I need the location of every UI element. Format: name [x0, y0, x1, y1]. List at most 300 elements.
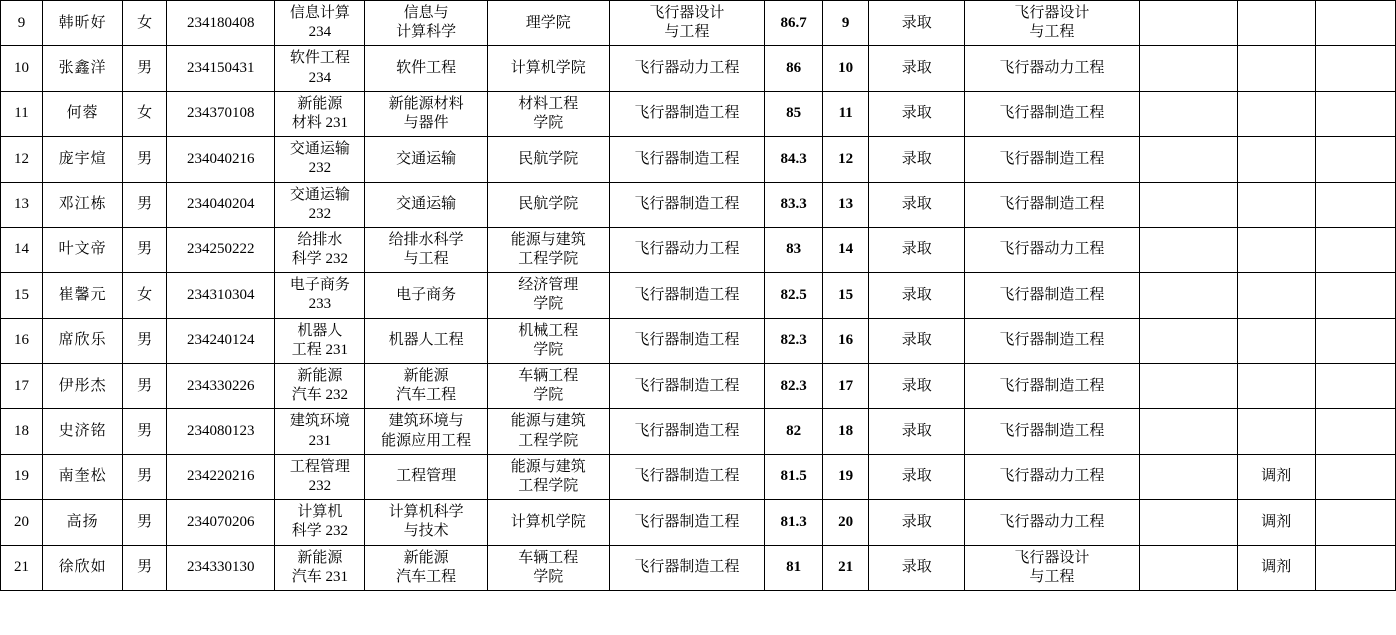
- cell-class-line1: 信息计算: [289, 5, 350, 21]
- cell-college: [487, 46, 609, 91]
- cell-admit-line1: 飞行器制造工程: [999, 105, 1105, 122]
- cell-result: 录取: [869, 500, 965, 545]
- cell-college-line2: 学院: [533, 568, 564, 585]
- cell-apply-major: [609, 137, 764, 182]
- cell-score: 81: [765, 545, 823, 590]
- cell-college: [487, 137, 609, 182]
- cell-college-line1: 计算机学院: [510, 513, 586, 530]
- cell-note: 调剂: [1237, 545, 1315, 590]
- cell-margin: [1315, 91, 1395, 136]
- cell-gender: 女: [123, 273, 167, 318]
- cell-admitted-major: [965, 409, 1139, 454]
- cell-score: 85: [765, 91, 823, 136]
- cell-admit-line1: 飞行器动力工程: [999, 468, 1105, 485]
- cell-gender: 男: [123, 318, 167, 363]
- cell-major-line2: 汽车工程: [396, 568, 457, 585]
- cell-student-id: 234150431: [167, 46, 275, 91]
- cell-college-line2: 学院: [533, 387, 564, 404]
- cell-college-line1: 机械工程: [518, 322, 579, 339]
- cell-result: 录取: [869, 409, 965, 454]
- cell-gender: 男: [123, 137, 167, 182]
- cell-score: 83.3: [765, 182, 823, 227]
- cell-score: 81.3: [765, 500, 823, 545]
- cell-rank: 12: [823, 137, 869, 182]
- cell-rank: 20: [823, 500, 869, 545]
- cell-admitted-major: [965, 273, 1139, 318]
- cell-college-line1: 民航学院: [518, 196, 579, 213]
- cell-note: [1237, 273, 1315, 318]
- cell-student-id: 234330130: [167, 545, 275, 590]
- cell-name: 叶文帝: [43, 227, 123, 272]
- cell-margin: [1315, 545, 1395, 590]
- cell-college-line1: 能源与建筑: [510, 458, 586, 475]
- cell-note: [1237, 137, 1315, 182]
- cell-admitted-major: [965, 500, 1139, 545]
- cell-college-line1: 能源与建筑: [510, 231, 586, 248]
- cell-rank: 15: [823, 273, 869, 318]
- cell-name: 张鑫洋: [43, 46, 123, 91]
- cell-index: 20: [1, 500, 43, 545]
- cell-college-line1: 材料工程: [518, 95, 579, 112]
- cell-student-id: 234080123: [167, 409, 275, 454]
- cell-apply-line1: 飞行器制造工程: [634, 332, 740, 349]
- cell-major: [365, 227, 487, 272]
- cell-blank1: [1139, 454, 1237, 499]
- cell-class-line2: 工程 231: [291, 341, 349, 358]
- table-body: [1, 1, 1396, 591]
- cell-apply-line2: 与工程: [664, 24, 710, 41]
- cell-name: 席欣乐: [43, 318, 123, 363]
- cell-college: [487, 318, 609, 363]
- cell-class: [275, 273, 365, 318]
- cell-name: 史济铭: [43, 409, 123, 454]
- cell-score: 81.5: [765, 454, 823, 499]
- cell-name: 韩昕好: [43, 1, 123, 46]
- cell-apply-major: [609, 273, 764, 318]
- cell-name: 崔馨元: [43, 273, 123, 318]
- cell-college-line1: 民航学院: [518, 150, 579, 167]
- cell-class: [275, 137, 365, 182]
- cell-apply-line1: 飞行器制造工程: [634, 150, 740, 167]
- cell-class-line1: 给排水: [297, 231, 343, 248]
- cell-class-line2: 232: [308, 205, 332, 222]
- cell-gender: 男: [123, 454, 167, 499]
- cell-major-line1: 新能源: [403, 549, 449, 566]
- cell-class: [275, 46, 365, 91]
- cell-apply-major: [609, 454, 764, 499]
- cell-index: 12: [1, 137, 43, 182]
- cell-class: [275, 227, 365, 272]
- cell-student-id: 234040204: [167, 182, 275, 227]
- cell-college-line1: 理学院: [525, 14, 571, 31]
- cell-major-line1: 工程管理: [396, 468, 457, 485]
- cell-margin: [1315, 500, 1395, 545]
- cell-major-line1: 交通运输: [396, 150, 457, 167]
- cell-index: 18: [1, 409, 43, 454]
- cell-college-line2: 学院: [533, 114, 564, 131]
- cell-blank1: [1139, 137, 1237, 182]
- cell-name: 何蓉: [43, 91, 123, 136]
- cell-apply-major: [609, 1, 764, 46]
- cell-admit-line1: 飞行器制造工程: [999, 377, 1105, 394]
- cell-gender: 女: [123, 1, 167, 46]
- cell-index: 14: [1, 227, 43, 272]
- cell-apply-major: [609, 545, 764, 590]
- cell-class-line1: 电子商务: [289, 277, 350, 294]
- cell-college: [487, 364, 609, 409]
- cell-gender: 男: [123, 182, 167, 227]
- cell-major-line2: 汽车工程: [396, 387, 457, 404]
- cell-gender: 男: [123, 364, 167, 409]
- cell-apply-line1: 飞行器制造工程: [634, 468, 740, 485]
- cell-major: [365, 409, 487, 454]
- cell-result: 录取: [869, 1, 965, 46]
- cell-result: 录取: [869, 273, 965, 318]
- cell-class-line1: 建筑环境: [289, 413, 350, 430]
- cell-index: 10: [1, 46, 43, 91]
- table-row: [1, 409, 1396, 454]
- cell-apply-line1: 飞行器制造工程: [634, 196, 740, 213]
- cell-admit-line1: 飞行器动力工程: [999, 59, 1105, 76]
- cell-score: 82.3: [765, 318, 823, 363]
- cell-index: 17: [1, 364, 43, 409]
- cell-major-line1: 交通运输: [396, 196, 457, 213]
- cell-major: [365, 500, 487, 545]
- cell-index: 16: [1, 318, 43, 363]
- cell-index: 21: [1, 545, 43, 590]
- cell-gender: 男: [123, 500, 167, 545]
- cell-admit-line1: 飞行器动力工程: [999, 513, 1105, 530]
- cell-class: [275, 318, 365, 363]
- cell-class: [275, 91, 365, 136]
- cell-note: [1237, 1, 1315, 46]
- cell-college-line1: 车辆工程: [518, 549, 579, 566]
- cell-class-line1: 新能源: [297, 95, 343, 112]
- cell-margin: [1315, 182, 1395, 227]
- cell-admit-line1: 飞行器制造工程: [999, 196, 1105, 213]
- cell-name: 庞宇煊: [43, 137, 123, 182]
- cell-class: [275, 409, 365, 454]
- cell-apply-line1: 飞行器动力工程: [634, 59, 740, 76]
- cell-name: 南奎松: [43, 454, 123, 499]
- cell-apply-line1: 飞行器制造工程: [634, 286, 740, 303]
- table-row: [1, 454, 1396, 499]
- cell-note: [1237, 409, 1315, 454]
- cell-admitted-major: [965, 545, 1139, 590]
- cell-result: 录取: [869, 318, 965, 363]
- cell-class-line2: 汽车 232: [291, 387, 349, 404]
- cell-gender: 男: [123, 46, 167, 91]
- cell-blank1: [1139, 46, 1237, 91]
- cell-major-line2: 与器件: [403, 114, 449, 131]
- cell-major-line1: 计算机科学: [388, 504, 464, 521]
- cell-rank: 18: [823, 409, 869, 454]
- cell-student-id: 234370108: [167, 91, 275, 136]
- cell-class-line2: 232: [308, 477, 332, 494]
- cell-note: [1237, 318, 1315, 363]
- cell-margin: [1315, 454, 1395, 499]
- cell-note: [1237, 364, 1315, 409]
- cell-class-line2: 材料 231: [291, 114, 349, 131]
- cell-major-line1: 给排水科学: [388, 231, 464, 248]
- cell-major: [365, 91, 487, 136]
- cell-major: [365, 318, 487, 363]
- cell-admit-line1: 飞行器设计: [1014, 549, 1090, 566]
- cell-result: 录取: [869, 91, 965, 136]
- cell-gender: 女: [123, 91, 167, 136]
- cell-name: 邓江栋: [43, 182, 123, 227]
- cell-major-line1: 信息与: [403, 5, 449, 21]
- cell-result: 录取: [869, 227, 965, 272]
- table-row: [1, 46, 1396, 91]
- cell-class-line1: 交通运输: [289, 141, 350, 158]
- cell-rank: 13: [823, 182, 869, 227]
- cell-class-line1: 计算机: [297, 504, 343, 521]
- table-row: [1, 364, 1396, 409]
- cell-result: 录取: [869, 545, 965, 590]
- cell-major: [365, 364, 487, 409]
- cell-college-line1: 能源与建筑: [510, 413, 586, 430]
- cell-gender: 男: [123, 409, 167, 454]
- cell-apply-line1: 飞行器动力工程: [634, 241, 740, 258]
- cell-result: 录取: [869, 182, 965, 227]
- cell-apply-major: [609, 91, 764, 136]
- cell-index: 9: [1, 1, 43, 46]
- cell-blank1: [1139, 364, 1237, 409]
- cell-college: [487, 500, 609, 545]
- cell-admitted-major: [965, 454, 1139, 499]
- cell-admitted-major: [965, 1, 1139, 46]
- cell-blank1: [1139, 273, 1237, 318]
- cell-class: [275, 364, 365, 409]
- table-row: [1, 1, 1396, 46]
- cell-blank1: [1139, 500, 1237, 545]
- cell-class: [275, 454, 365, 499]
- cell-blank1: [1139, 409, 1237, 454]
- cell-major: [365, 454, 487, 499]
- cell-college: [487, 91, 609, 136]
- cell-class-line1: 新能源: [297, 549, 343, 566]
- table-row: [1, 545, 1396, 590]
- cell-class-line1: 交通运输: [289, 186, 350, 203]
- cell-apply-major: [609, 227, 764, 272]
- cell-college-line2: 工程学院: [518, 251, 579, 268]
- cell-note: [1237, 227, 1315, 272]
- cell-rank: 17: [823, 364, 869, 409]
- cell-rank: 10: [823, 46, 869, 91]
- cell-apply-line1: 飞行器制造工程: [634, 422, 740, 439]
- cell-score: 82: [765, 409, 823, 454]
- cell-major-line1: 机器人工程: [388, 332, 464, 349]
- cell-major-line1: 电子商务: [396, 286, 457, 303]
- cell-class: [275, 1, 365, 46]
- cell-college-line2: 工程学院: [518, 477, 579, 494]
- table-row: [1, 500, 1396, 545]
- cell-college: [487, 1, 609, 46]
- cell-note: 调剂: [1237, 454, 1315, 499]
- cell-blank1: [1139, 318, 1237, 363]
- cell-class-line2: 234: [308, 24, 332, 41]
- cell-apply-line1: 飞行器制造工程: [634, 377, 740, 394]
- cell-index: 15: [1, 273, 43, 318]
- cell-major-line1: 新能源: [403, 368, 449, 384]
- cell-admit-line1: 飞行器动力工程: [999, 241, 1105, 258]
- cell-college-line2: 工程学院: [518, 432, 579, 449]
- cell-admitted-major: [965, 318, 1139, 363]
- cell-score: 86.7: [765, 1, 823, 46]
- cell-blank1: [1139, 1, 1237, 46]
- cell-blank1: [1139, 227, 1237, 272]
- cell-admitted-major: [965, 137, 1139, 182]
- cell-apply-major: [609, 409, 764, 454]
- cell-class-line1: 新能源: [297, 368, 343, 384]
- cell-class-line2: 科学 232: [291, 523, 349, 540]
- cell-major-line1: 软件工程: [396, 59, 457, 76]
- cell-admit-line1: 飞行器制造工程: [999, 332, 1105, 349]
- cell-class-line2: 科学 232: [291, 251, 349, 268]
- cell-apply-major: [609, 318, 764, 363]
- cell-college: [487, 227, 609, 272]
- cell-result: 录取: [869, 137, 965, 182]
- cell-index: 19: [1, 454, 43, 499]
- cell-blank1: [1139, 182, 1237, 227]
- cell-college: [487, 409, 609, 454]
- cell-score: 82.5: [765, 273, 823, 318]
- cell-admitted-major: [965, 46, 1139, 91]
- cell-margin: [1315, 227, 1395, 272]
- cell-college-line1: 车辆工程: [518, 368, 579, 384]
- cell-rank: 21: [823, 545, 869, 590]
- cell-admit-line1: 飞行器制造工程: [999, 150, 1105, 167]
- cell-major: [365, 1, 487, 46]
- cell-class-line1: 工程管理: [289, 458, 350, 475]
- cell-name: 伊彤杰: [43, 364, 123, 409]
- cell-apply-major: [609, 364, 764, 409]
- cell-class: [275, 500, 365, 545]
- cell-college-line2: 学院: [533, 341, 564, 358]
- cell-major-line2: 与工程: [403, 251, 449, 268]
- cell-note: [1237, 46, 1315, 91]
- cell-apply-line1: 飞行器制造工程: [634, 559, 740, 576]
- cell-class-line2: 231: [308, 432, 332, 449]
- cell-admit-line1: 飞行器制造工程: [999, 286, 1105, 303]
- cell-margin: [1315, 46, 1395, 91]
- cell-class-line2: 233: [308, 296, 332, 313]
- cell-result: 录取: [869, 46, 965, 91]
- cell-class: [275, 545, 365, 590]
- cell-blank1: [1139, 545, 1237, 590]
- cell-student-id: 234070206: [167, 500, 275, 545]
- cell-score: 86: [765, 46, 823, 91]
- table-row: [1, 182, 1396, 227]
- cell-margin: [1315, 318, 1395, 363]
- cell-major: [365, 273, 487, 318]
- cell-rank: 9: [823, 1, 869, 46]
- cell-result: 录取: [869, 454, 965, 499]
- cell-apply-line1: 飞行器制造工程: [634, 513, 740, 530]
- cell-major: [365, 137, 487, 182]
- cell-major-line2: 与技术: [403, 523, 449, 540]
- table-row: [1, 318, 1396, 363]
- cell-margin: [1315, 273, 1395, 318]
- cell-class-line1: 软件工程: [289, 50, 350, 67]
- cell-margin: [1315, 137, 1395, 182]
- cell-college-line2: 学院: [533, 296, 564, 313]
- cell-college: [487, 545, 609, 590]
- cell-student-id: 234220216: [167, 454, 275, 499]
- cell-result: 录取: [869, 364, 965, 409]
- cell-college: [487, 182, 609, 227]
- cell-class-line1: 机器人: [297, 322, 343, 339]
- cell-index: 11: [1, 91, 43, 136]
- cell-college-line1: 计算机学院: [510, 59, 586, 76]
- cell-margin: [1315, 364, 1395, 409]
- cell-class: [275, 182, 365, 227]
- cell-apply-line1: 飞行器制造工程: [634, 105, 740, 122]
- cell-student-id: 234180408: [167, 1, 275, 46]
- cell-student-id: 234040216: [167, 137, 275, 182]
- cell-college: [487, 454, 609, 499]
- cell-admit-line2: 与工程: [1029, 24, 1075, 41]
- cell-rank: 11: [823, 91, 869, 136]
- cell-rank: 19: [823, 454, 869, 499]
- cell-name: 徐欣如: [43, 545, 123, 590]
- cell-apply-major: [609, 182, 764, 227]
- cell-note: [1237, 91, 1315, 136]
- cell-rank: 14: [823, 227, 869, 272]
- cell-class-line2: 汽车 231: [291, 568, 349, 585]
- cell-admitted-major: [965, 91, 1139, 136]
- cell-admit-line2: 与工程: [1029, 568, 1075, 585]
- cell-apply-major: [609, 500, 764, 545]
- cell-major: [365, 182, 487, 227]
- cell-score: 82.3: [765, 364, 823, 409]
- cell-student-id: 234330226: [167, 364, 275, 409]
- cell-major-line1: 建筑环境与: [388, 413, 464, 430]
- cell-blank1: [1139, 91, 1237, 136]
- cell-rank: 16: [823, 318, 869, 363]
- cell-index: 13: [1, 182, 43, 227]
- cell-major-line2: 计算科学: [396, 24, 457, 41]
- cell-name: 高扬: [43, 500, 123, 545]
- cell-major: [365, 46, 487, 91]
- table-row: [1, 137, 1396, 182]
- table-row: [1, 273, 1396, 318]
- cell-college-line1: 经济管理: [518, 277, 579, 294]
- cell-margin: [1315, 1, 1395, 46]
- cell-admitted-major: [965, 364, 1139, 409]
- cell-student-id: 234250222: [167, 227, 275, 272]
- cell-admit-line1: 飞行器设计: [1014, 5, 1090, 21]
- cell-class-line2: 234: [308, 69, 332, 86]
- cell-major-line2: 能源应用工程: [381, 432, 472, 449]
- cell-gender: 男: [123, 545, 167, 590]
- cell-score: 83: [765, 227, 823, 272]
- table-row: [1, 91, 1396, 136]
- cell-class-line2: 232: [308, 160, 332, 177]
- cell-college: [487, 273, 609, 318]
- cell-gender: 男: [123, 227, 167, 272]
- cell-note: 调剂: [1237, 500, 1315, 545]
- cell-admitted-major: [965, 182, 1139, 227]
- cell-admit-line1: 飞行器制造工程: [999, 422, 1105, 439]
- cell-apply-major: [609, 46, 764, 91]
- cell-admitted-major: [965, 227, 1139, 272]
- table-row: [1, 227, 1396, 272]
- cell-major: [365, 545, 487, 590]
- cell-note: [1237, 182, 1315, 227]
- cell-student-id: 234240124: [167, 318, 275, 363]
